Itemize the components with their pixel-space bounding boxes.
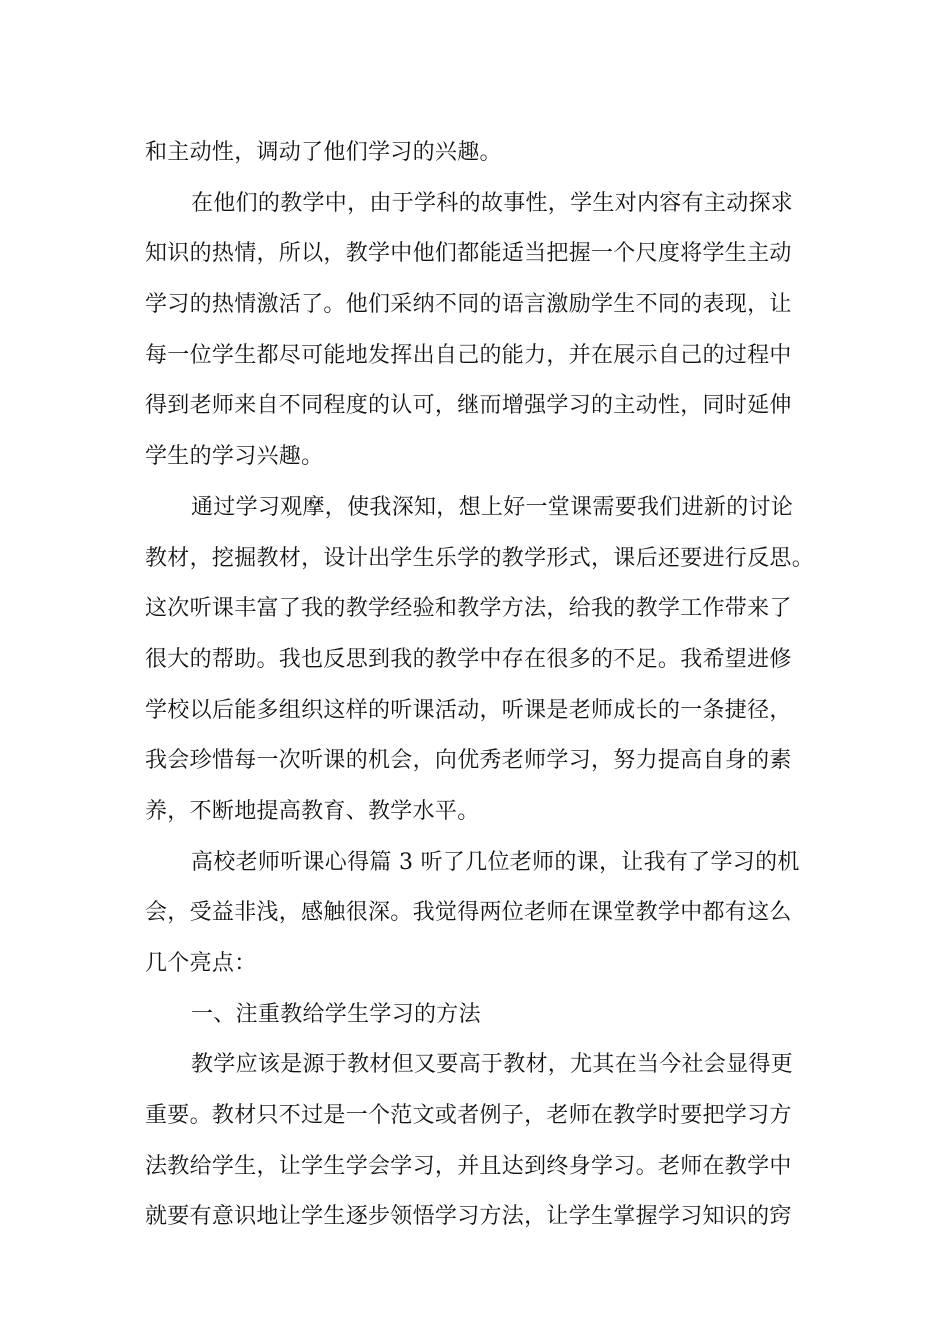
text-line: 我会珍惜每一次听课的机会，向优秀老师学习，努力提高自身的素 (145, 748, 792, 774)
text-line: 很大的帮助。我也反思到我的教学中存在很多的不足。我希望进修 (145, 646, 792, 672)
paragraph-start-line: 高校老师听课心得篇 3 听了几位老师的课，让我有了学习的机 (191, 849, 800, 875)
text-line: 教材，挖掘教材，设计出学生乐学的教学形式，课后还要进行反思。 (145, 545, 815, 571)
text-line: 知识的热情，所以，教学中他们都能适当把握一个尺度将学生主动 (145, 241, 792, 267)
text-line: 学生的学习兴趣。 (145, 444, 324, 470)
text-line: 学习的热情激活了。他们采纳不同的语言激励学生不同的表现，让 (145, 292, 792, 318)
section-heading: 一、注重教给学生学习的方法 (191, 1001, 481, 1027)
text-line: 会，受益非浅，感触很深。我觉得两位老师在课堂教学中都有这么 (145, 900, 792, 926)
text-line: 就要有意识地让学生逐步领悟学习方法，让学生掌握学习知识的窍 (145, 1204, 792, 1230)
text-line: 学校以后能多组织这样的听课活动，听课是老师成长的一条捷径， (145, 697, 792, 723)
document-body (145, 128, 815, 1243)
text-line: 和主动性，调动了他们学习的兴趣。 (145, 140, 502, 165)
text-line: 几个亮点： (145, 951, 257, 976)
text-line: 养，不断地提高教育、教学水平。 (145, 798, 480, 824)
text-line: 法教给学生，让学生学会学习，并且达到终身学习。老师在教学中 (145, 1153, 792, 1179)
paragraph-start-line: 通过学习观摩，使我深知，想上好一堂课需要我们进新的讨论 (191, 494, 794, 520)
text-line: 这次听课丰富了我的教学经验和教学方法，给我的教学工作带来了 (145, 596, 792, 622)
paragraph-start-line: 教学应该是源于教材但又要高于教材，尤其在当今社会显得更 (191, 1052, 794, 1078)
text-line: 每一位学生都尽可能地发挥出自己的能力，并在展示自己的过程中 (145, 342, 792, 368)
text-line: 重要。教材只不过是一个范文或者例子，老师在教学时要把学习方 (145, 1103, 792, 1129)
text-line: 得到老师来自不同程度的认可，继而增强学习的主动性，同时延伸 (145, 393, 792, 419)
paragraph-start-line: 在他们的教学中，由于学科的故事性，学生对内容有主动探求 (191, 190, 794, 216)
